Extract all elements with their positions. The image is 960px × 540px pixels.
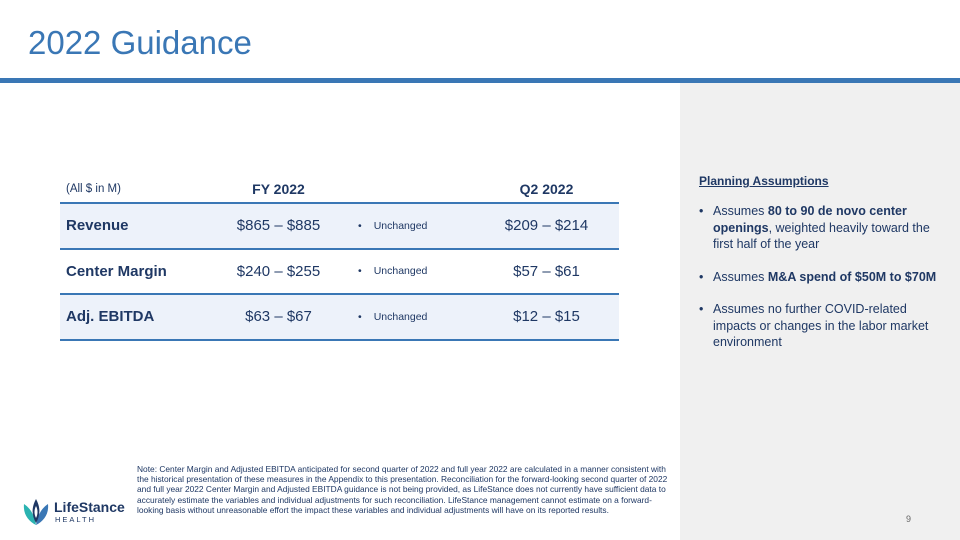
- status-text: Unchanged: [373, 219, 428, 232]
- planning-assumptions-heading: Planning Assumptions: [699, 174, 829, 188]
- q2-value: $57 – $61: [513, 262, 580, 280]
- page-title: 2022 Guidance: [28, 24, 252, 61]
- assumption-text: , weighted heavily toward the first half of the year: [713, 220, 930, 251]
- assumption-item-1: [699, 203, 944, 253]
- bullet-icon: •: [699, 302, 704, 316]
- status-cell: [342, 203, 474, 249]
- bullet-icon: •: [699, 204, 704, 218]
- metric-label: Center Margin: [66, 262, 167, 280]
- bullet-icon: •: [699, 269, 704, 284]
- assumption-emphasis: M&A spend of $50M to $70M: [767, 269, 937, 284]
- status-header: [342, 176, 474, 203]
- footnote: Note: Center Margin and Adjusted EBITDA anticipated for second quarter of 2022 and full year 2022 are calculated in a manner consistent with the historical presentation of these measures in the Appendix to this presentation. Reconciliation for the forward-looking second quarter of 2022 and full year 2022 Center Margin and Adjusted EBITDA guidance is not being provided, as LifeStance does not currently have sufficient data to accurately estimate the variables and individual adjustments for such reconciliation. LifeStance management cannot estimate on a forward-looking basis without unreasonable effort the impact these variables and individual adjustments will have on its reported results.: [137, 464, 668, 515]
- status-text: Unchanged: [373, 265, 428, 278]
- bullet-icon: •: [358, 219, 362, 232]
- fy-value: $865 – $885: [236, 217, 321, 235]
- bullet-icon: •: [358, 265, 362, 278]
- bullet-icon: •: [358, 310, 362, 323]
- status-cell: [342, 249, 474, 295]
- q2-2022-header: Q2 2022: [519, 181, 574, 197]
- lifestance-logo: [22, 496, 132, 526]
- assumptions-list: [699, 203, 944, 367]
- page-number: 9: [906, 514, 912, 524]
- q2-value: $209 – $214: [504, 217, 589, 235]
- assumption-text: Assumes no further COVID-related impacts or changes in the labor market environment: [713, 302, 929, 349]
- lifestance-leaf-icon: [22, 496, 50, 526]
- logo-subtitle: HEALTH: [55, 515, 97, 524]
- status-cell: [342, 294, 474, 340]
- table-row-revenue: [60, 203, 619, 249]
- metric-label: Adj. EBITDA: [66, 308, 155, 326]
- guidance-table: [60, 176, 619, 341]
- table-row-adj-ebitda: [60, 294, 619, 340]
- planning-assumptions-panel: [680, 83, 960, 540]
- fy-value: $63 – $67: [245, 308, 312, 326]
- fy-2022-header: FY 2022: [252, 181, 305, 197]
- metric-label: Revenue: [66, 217, 129, 235]
- assumption-item-2: [699, 269, 944, 286]
- table-row-center-margin: [60, 249, 619, 295]
- assumption-item-3: [699, 301, 944, 351]
- logo-name: LifeStance: [54, 499, 125, 515]
- assumption-text: Assumes: [713, 204, 768, 218]
- fy-value: $240 – $255: [236, 262, 321, 280]
- table-header-row: [60, 176, 619, 203]
- status-text: Unchanged: [373, 310, 428, 323]
- assumption-emphasis: 80 to 90 de novo center openings: [713, 204, 907, 235]
- assumption-text: Assumes: [713, 269, 768, 284]
- units-label: (All $ in M): [66, 183, 121, 195]
- q2-value: $12 – $15: [513, 308, 580, 326]
